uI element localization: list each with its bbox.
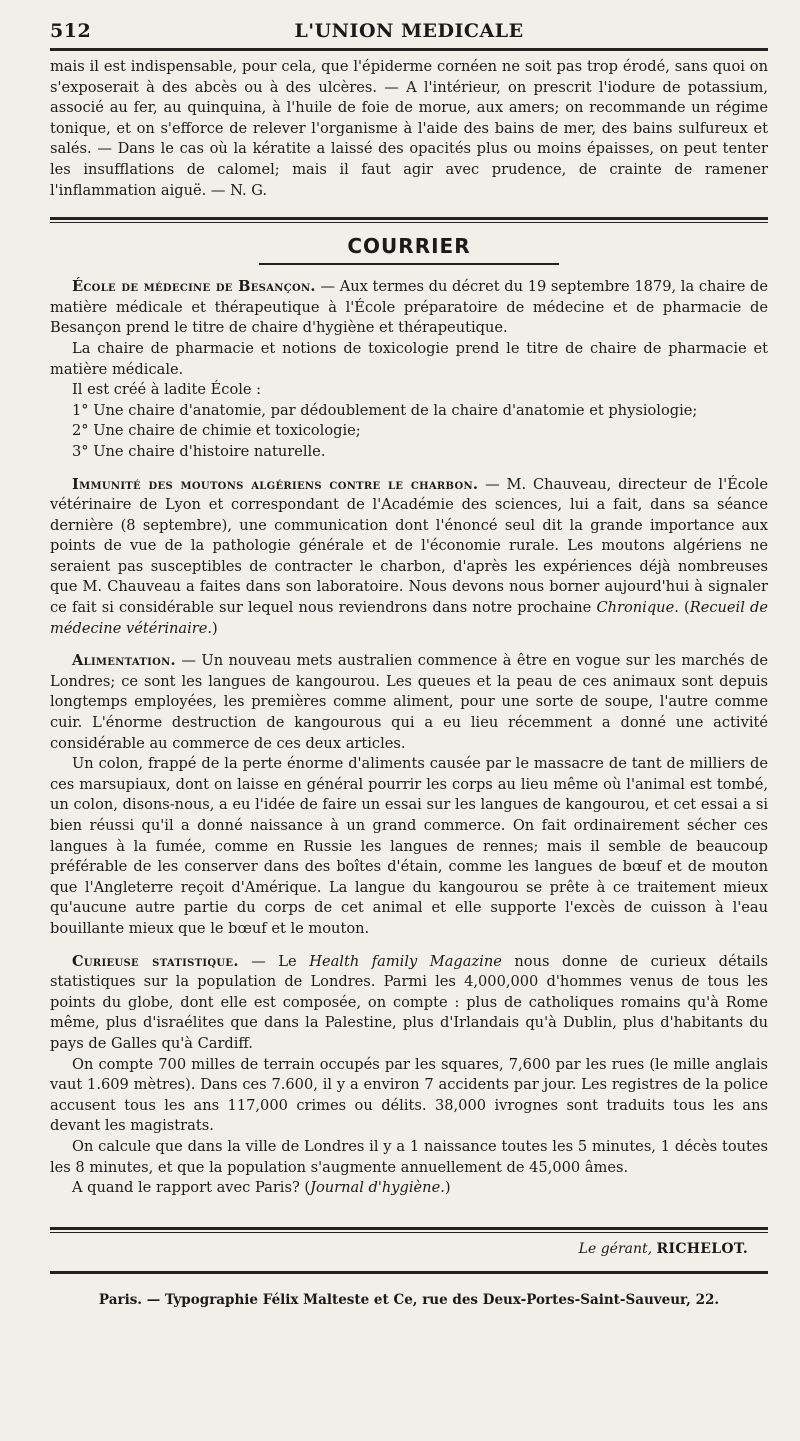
section-divider [50,217,768,223]
article-paragraph: École de médecine de Besançon. — Aux termes du décret du 19 septembre 1879, la chaire de matière médicale et thérapeutique à l'École préparatoire de médecine et de pharmacie de Besançon prend le titre de chaire d'hygiène et thérapeutique. [50,278,769,337]
article-heading: École de médecine de Besançon. [72,278,316,296]
footer-divider [50,1227,768,1233]
article-heading: Alimentation. [72,652,176,670]
title-underline [259,263,559,265]
printer-imprint: Paris. — Typographie Félix Malteste et Ce, rue des Deux-Portes-Saint-Sauveur, 22. [98,1291,720,1308]
article-heading: Immunité des moutons algériens contre le charbon. [72,475,479,493]
article-immunite [50,475,768,640]
journal-title: L'UNION MEDICALE [294,20,524,42]
signature-label: Le gérant, [578,1240,653,1257]
signature [50,1241,768,1257]
source-citation: Journal d'hygiène. [310,1179,445,1197]
article-paragraph: A quand le rapport avec Paris? (Journal d'hygiène.) [72,1179,451,1197]
running-head [50,14,768,48]
article-paragraph: La chaire de pharmacie et notions de toxicologie prend le titre de chaire de pharmacie et matière médicale. [50,339,768,378]
article-paragraph: Curieuse statistique. — Le Health family Magazine nous donne de curieux détails statistiques sur la population de Londres. Parmi les 4,000,000 d'hommes venus de tous les points du globe, dont elle est composée, on compte : plus de catholiques romains qu'à Rome même, plus d'israélites que dans la Palestine, plus d'Irlandais qu'à Dublin, plus d'habitants du pays de Galles qu'à Cardiff. [50,952,768,1052]
list-item: 1° Une chaire d'anatomie, par dédoublement de la chaire d'anatomie et physiologie; [72,401,698,419]
source-citation: Recueil de médecine vétérinaire. [50,599,768,637]
imprint-divider [50,1271,768,1274]
article-paragraph: Immunité des moutons algériens contre le charbon. — M. Chauveau, directeur de l'École vétérinaire de Lyon et correspondant de l'Académie des sciences, lui a fait, dans sa séance dernière (8 septembre), une communication dont l'énoncé seul dit la grande importance aux points de vue de la pathologie générale et de l'économie rurale. Les moutons algériens ne seraient pas susceptibles de contracter le charbon, d'après les expériences déjà nombreuses que M. Chauveau a faites dans son laboratoire. Nous devons nous borner aujourd'hui à signaler ce fait si considérable sur lequel nous reviendrons dans notre prochaine Chronique. (Recueil de médecine vétérinaire.) [50,475,769,637]
article-ecole [50,277,768,462]
list-item: 2° Une chaire de chimie et toxicologie; [72,422,361,440]
article-paragraph: Il est créé à ladite École : [72,381,262,399]
article-paragraph: Alimentation. — Un nouveau mets australien commence à être en vogue sur les marchés de Londres; ce sont les langues de kangourou. Les queues et la peau de ces animaux sont depuis longtemps employées, les premières comme aliment, pour une sorte de soupe, l'autre comme cuir. L'énorme destruction de kangourous qui a eu lieu récemment a donné une activité considérable au commerce de ces deux articles. [50,652,768,752]
article-paragraph: Un colon, frappé de la perte énorme d'aliments causée par le massacre de tant de milliers de ces marsupiaux, dont on laisse en général pourrir les corps au lieu même où l'animal est tombé, un colon, disons-nous, a eu l'idée de faire un essai sur les langues de kangourou, et cet essai a si bien réussi qu'il a donné naissance à un grand commerce. On fait ordinairement sécher ces langues à la fumée, comme en Russie les langues de rennes; mais il semble de beaucoup préférable de les conserver dans des boîtes d'étain, comme les langues de bœuf et de mouton que l'Angleterre reçoit d'Amérique. La langue du kangourou se prête à ce traitement mieux qu'aucune autre partie du corps de cet animal et elle supporte l'excès de cuisson à l'eau bouillante mieux que le bœuf et le mouton. [50,755,768,937]
page-number: 512 [50,20,92,42]
article-paragraph: On calcule que dans la ville de Londres il y a 1 naissance toutes les 5 minutes, 1 décès toutes les 8 minutes, et que la population s'augmente annuellement de 45,000 âmes. [50,1137,768,1176]
list-item: 3° Une chaire d'histoire naturelle. [72,442,326,460]
magazine-name: Health family Magazine [309,952,502,970]
article-paragraph: On compte 700 milles de terrain occupés par les squares, 7,600 par les rues (le mille anglais vaut 1.609 mètres). Dans ces 7.600, il y a environ 7 accidents par jour. Les registres de la police accusent tous les ans 117,000 crimes ou délits. 38,000 ivrognes sont traduits tous les ans devant les magistrats. [50,1055,768,1135]
article-heading: Curieuse statistique. [72,952,239,970]
article-statistique [50,952,768,1199]
signature-name: RICHELOT. [656,1240,748,1257]
intro-paragraph: mais il est indispensable, pour cela, que l'épiderme cornéen ne soit pas trop érodé, sans quoi on s'exposerait à des abcès ou à des ulcères. — A l'intérieur, on prescrit l'iodure de potassium, associé au fer, au quinquina, à l'huile de foie de morue, aux amers; on recommande un régime tonique, et on s'efforce de relever l'organisme à l'aide des bains de mer, des bains sulfureux et salés. — Dans le cas où la kératite a laissé des opacités plus ou moins épaisses, on peut tenter les insufflations de calomel; mais il faut agir avec prudence, de crainte de ramener l'inflammation aiguë. — N. G. [50,58,768,199]
header-rule [50,48,768,51]
article-alimentation [50,651,768,939]
section-title: COURRIER [347,234,471,259]
